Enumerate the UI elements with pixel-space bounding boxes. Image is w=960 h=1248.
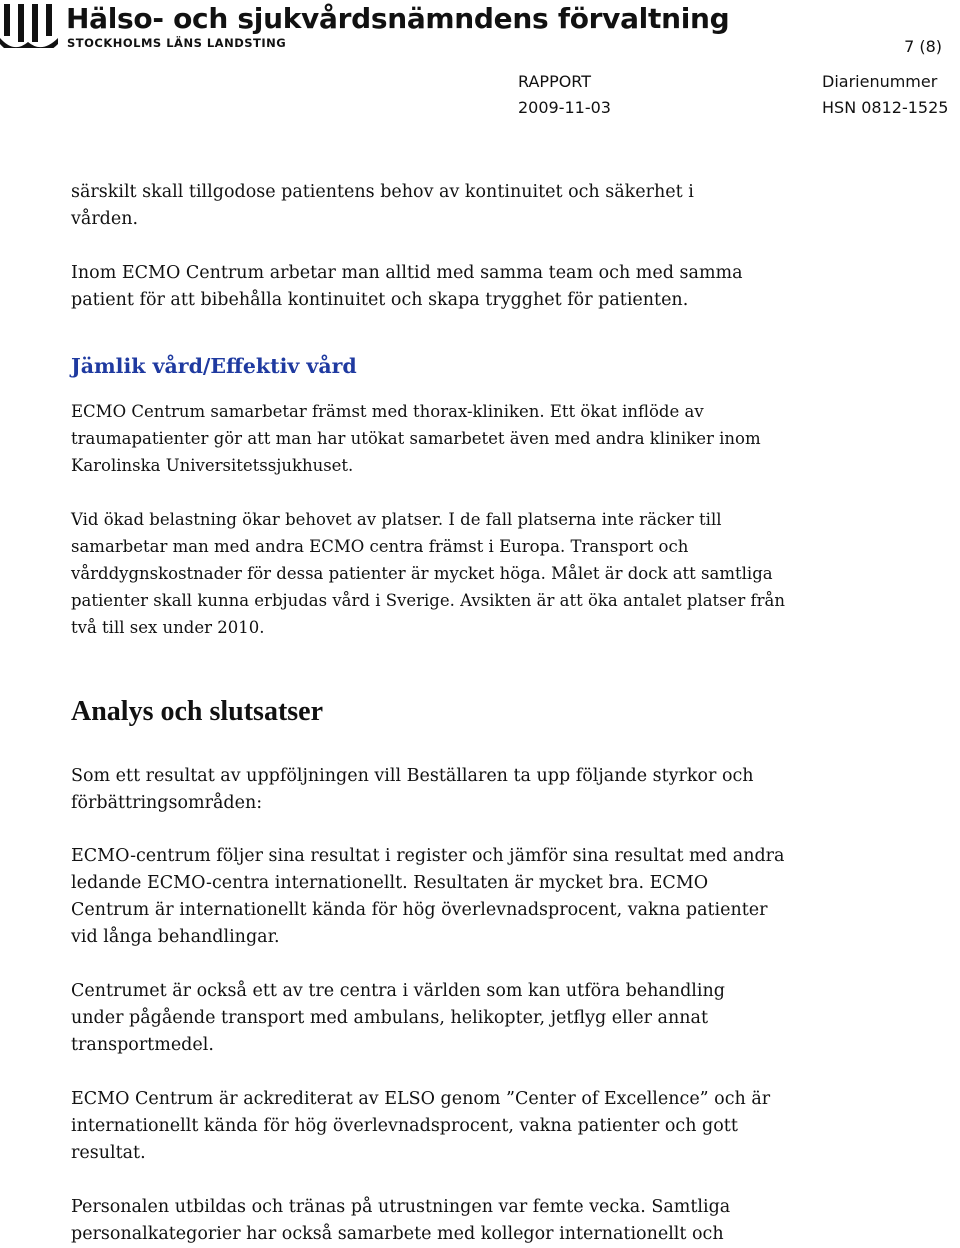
org-name: Hälso- och sjukvårdsnämndens förvaltning <box>66 2 730 35</box>
org-subtitle: STOCKHOLMS LÄNS LANDSTING <box>67 36 287 50</box>
paragraph: ECMO Centrum är ackrediterat av ELSO genom ”Center of Excellence” och är internationellt kända för hög överlevnadsprocent, vakna patienter och gott resultat. <box>71 1089 771 1163</box>
paragraph: särskilt skall tillgodose patientens behov av kontinuitet och säkerhet i vården. <box>71 182 694 229</box>
doc-date: 2009-11-03 <box>518 98 611 117</box>
paragraph: ECMO-centrum följer sina resultat i register och jämför sina resultat med andra ledande ECMO-centra internationellt. Resultaten är mycket bra. ECMO Centrum är internationellt kända för hög överlevnadsprocent, vakna patienter vid långa behandlingar. <box>71 846 785 947</box>
paragraph: Centrumet är också ett av tre centra i världen som kan utföra behandling under pågående transport med ambulans, helikopter, jetflyg eller annat transportmedel. <box>71 981 725 1055</box>
reg-number: HSN 0812-1525 <box>822 98 949 117</box>
section-heading: Analys och slutsatser <box>71 696 324 727</box>
section-heading: Jämlik vård/Effektiv vård <box>71 354 357 378</box>
page-number: 7 (8) <box>904 37 942 56</box>
sll-logo-icon <box>0 4 70 48</box>
paragraph: ECMO Centrum samarbetar främst med thorax-kliniken. Ett ökat inflöde av traumapatienter gör att man har utökat samarbetet även med andra kliniker inom Karolinska Universitetssjukhuset. <box>71 402 761 475</box>
paragraph: Inom ECMO Centrum arbetar man alltid med samma team och med samma patient för att bibehålla kontinuitet och skapa trygghet för patienten. <box>71 263 743 310</box>
document-body <box>71 179 951 1248</box>
paragraph: Som ett resultat av uppföljningen vill Beställaren ta upp följande styrkor och förbättringsområden: <box>71 766 754 813</box>
paragraph: Personalen utbildas och tränas på utrustningen var femte vecka. Samtliga personalkategorier har också samarbete med kollegor internationellt och <box>71 1197 731 1244</box>
paragraph: Vid ökad belastning ökar behovet av platser. I de fall platserna inte räcker till samarbetar man med andra ECMO centra främst i Europa. Transport och vårddygnskostnader för dessa patienter är mycket höga. Målet är dock att samtliga patienter skall kunna erbjudas vård i Sverige. Avsikten är att öka antalet platser från två till sex under 2010. <box>71 510 785 637</box>
reg-label: Diarienummer <box>822 72 938 91</box>
doc-type: RAPPORT <box>518 72 592 91</box>
